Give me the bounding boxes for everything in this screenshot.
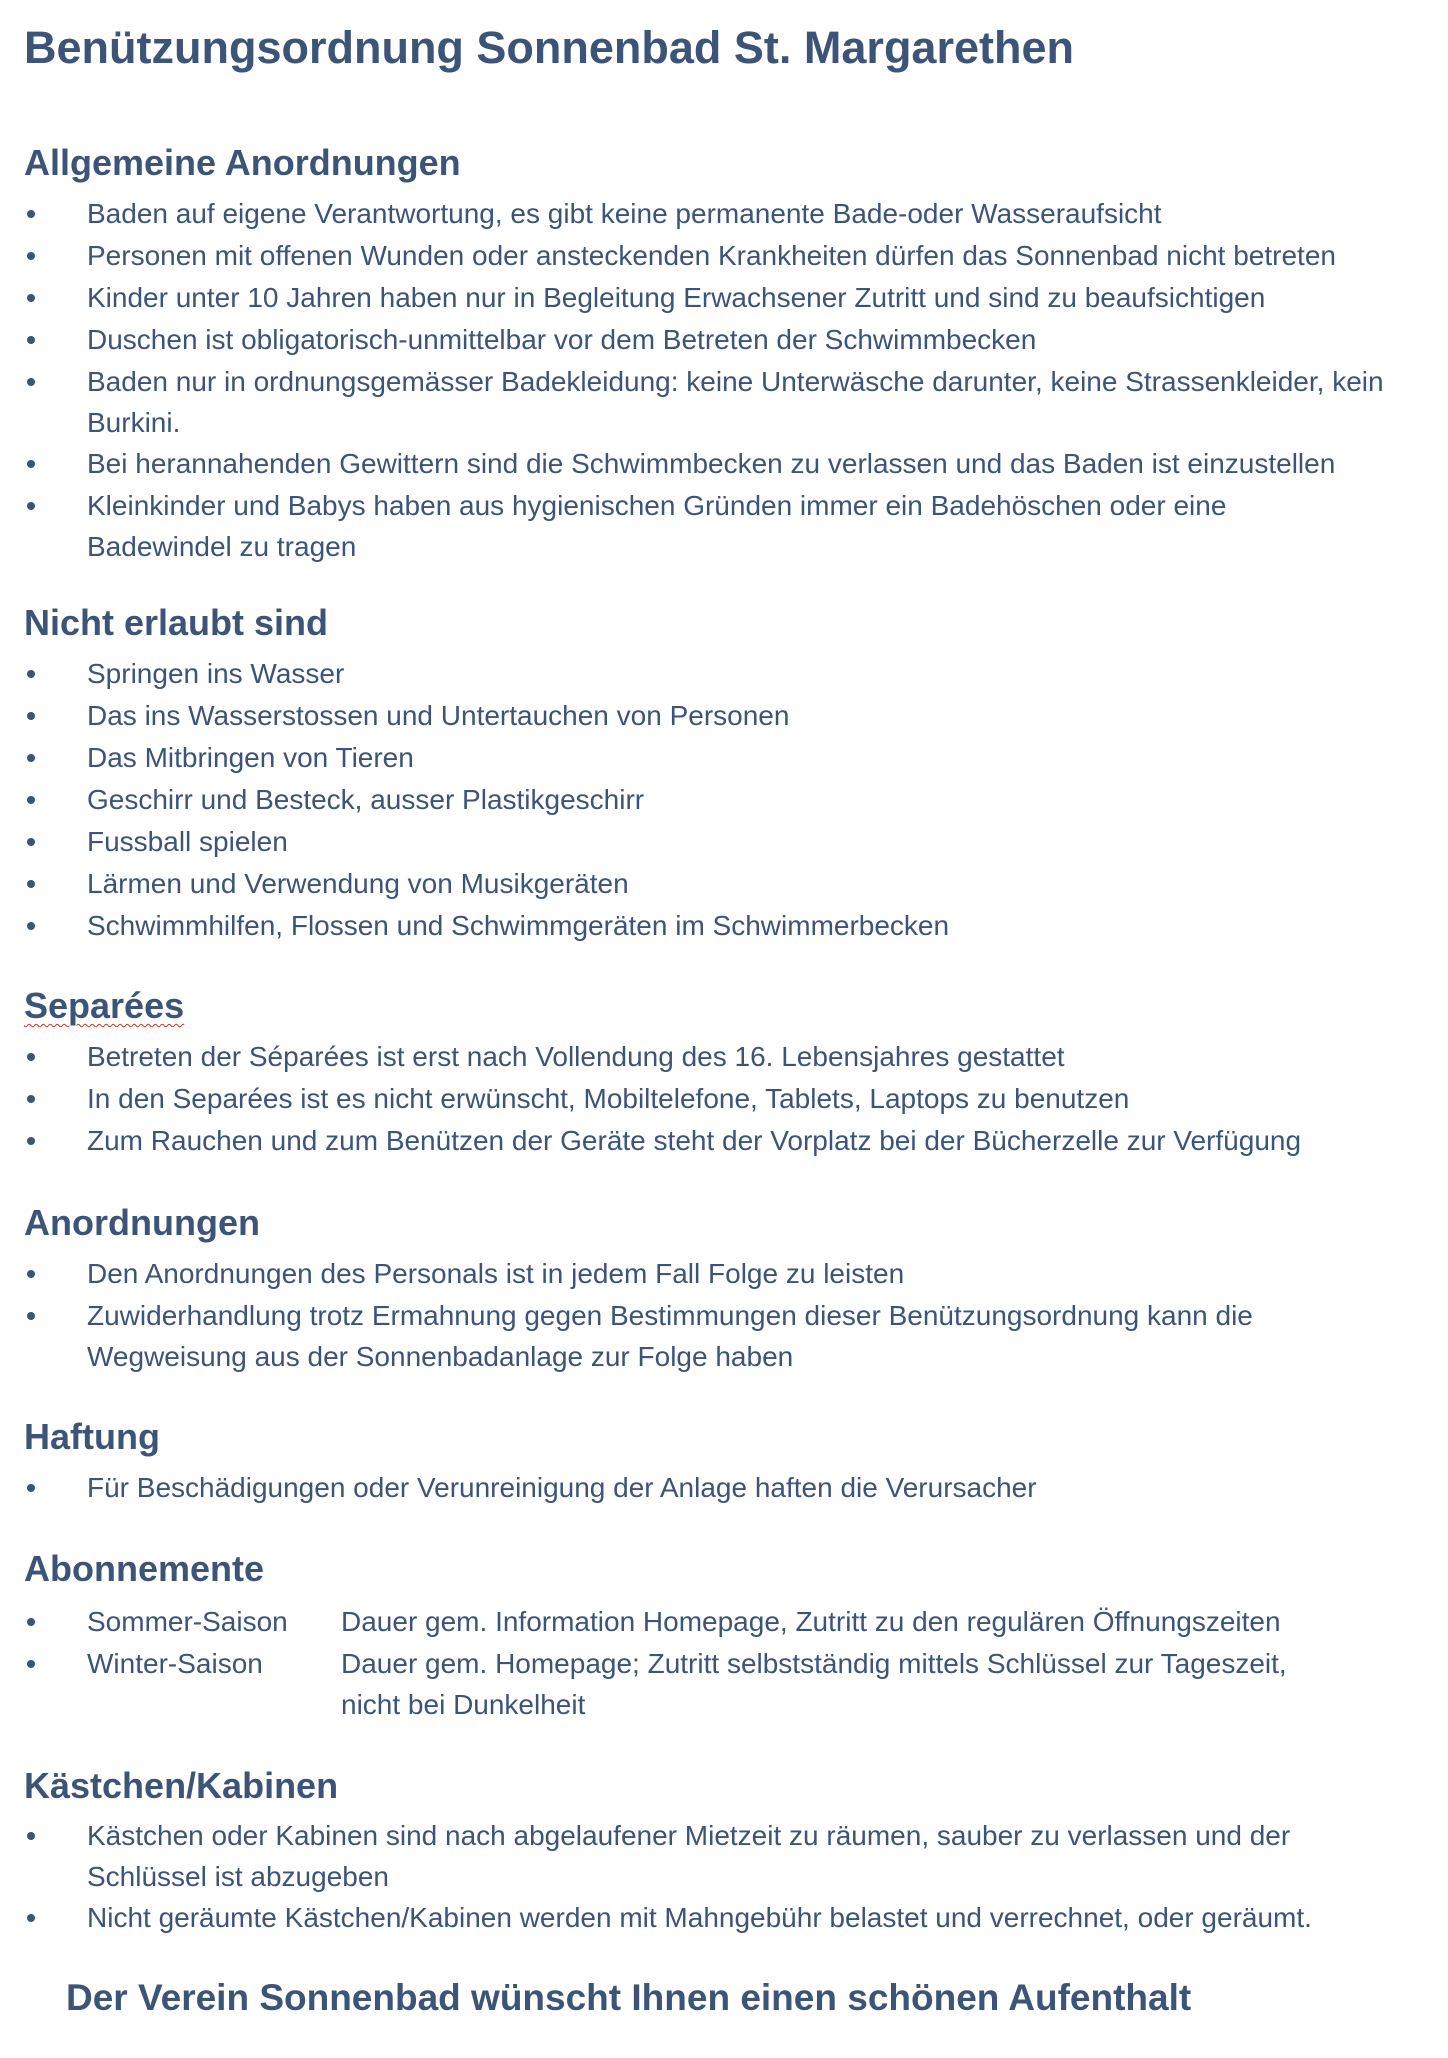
list-item-text: Betreten der Séparées ist erst nach Vollendung des 16. Lebensjahres gestattet: [87, 1041, 1065, 1072]
list-item-text: Für Beschädigungen oder Verunreinigung der Anlage haften die Verursacher: [87, 1472, 1037, 1503]
bullet-icon: [27, 1095, 35, 1103]
list-item: [0, 1601, 1448, 1643]
bullet-icon: [27, 460, 35, 468]
list-item: [0, 361, 1448, 443]
list-item-text: Zuwiderhandlung trotz Ermahnung gegen Bestimmungen dieser Benützungsordnung kann die Wegweisung aus der Sonnenbadanlage zur Folge haben: [87, 1300, 1253, 1372]
list-item: [0, 653, 1448, 695]
bullet-icon: [27, 1914, 35, 1922]
bullet-icon: [27, 1660, 35, 1668]
abo-label: Sommer-Saison: [87, 1606, 288, 1637]
list-item-text: Schwimmhilfen, Flossen und Schwimmgeräten im Schwimmerbecken: [87, 910, 950, 941]
section-heading-abonnemente: Abonnemente: [24, 1548, 265, 1589]
list-item: [0, 235, 1448, 277]
bullet-icon: [27, 670, 35, 678]
bullet-icon: [27, 294, 35, 302]
bullet-icon: [27, 712, 35, 720]
list-item: [0, 193, 1448, 235]
section-heading-allgemeine-anordnungen: Allgemeine Anordnungen: [24, 142, 461, 183]
list-item: [0, 1120, 1448, 1162]
section-heading-separees: Separées: [24, 985, 185, 1026]
list-item: [0, 695, 1448, 737]
bullet-icon: [27, 1312, 35, 1320]
bullet-icon: [27, 1137, 35, 1145]
list-item: [0, 1078, 1448, 1120]
list-item-text: Personen mit offenen Wunden oder ansteckenden Krankheiten dürfen das Sonnenbad nicht betreten: [87, 240, 1336, 271]
list-allgemeine-anordnungen: [0, 193, 1448, 567]
bullet-icon: [27, 336, 35, 344]
abo-text: Dauer gem. Homepage; Zutritt selbstständig mittels Schlüssel zur Tageszeit, nicht bei Dunkelheit: [341, 1648, 1287, 1720]
list-kaestchen-kabinen: [0, 1815, 1448, 1939]
section-heading-haftung: Haftung: [24, 1416, 160, 1457]
bullet-icon: [27, 1053, 35, 1061]
bullet-icon: [27, 1484, 35, 1492]
list-item-text: Duschen ist obligatorisch-unmittelbar vor dem Betreten der Schwimmbecken: [87, 324, 1037, 355]
list-item-text: Baden auf eigene Verantwortung, es gibt keine permanente Bade-oder Wasseraufsicht: [87, 198, 1162, 229]
document-title: Benützungsordnung Sonnenbad St. Margarethen: [24, 22, 1074, 73]
bullet-icon: [27, 378, 35, 386]
list-item: [0, 1815, 1448, 1897]
bullet-icon: [27, 796, 35, 804]
list-haftung: [0, 1467, 1448, 1509]
list-item: [0, 277, 1448, 319]
list-item-text: Das Mitbringen von Tieren: [87, 742, 414, 773]
list-item: [0, 737, 1448, 779]
list-item-text: Kästchen oder Kabinen sind nach abgelaufener Mietzeit zu räumen, sauber zu verlassen und der Schlüssel ist abzugeben: [87, 1820, 1291, 1892]
list-item: [0, 319, 1448, 361]
abo-label: Winter-Saison: [87, 1648, 263, 1679]
bullet-icon: [27, 838, 35, 846]
list-item: [0, 1467, 1448, 1509]
bullet-icon: [27, 1618, 35, 1626]
bullet-icon: [27, 1832, 35, 1840]
closing-message: Der Verein Sonnenbad wünscht Ihnen einen schönen Aufenthalt: [66, 1977, 1192, 2018]
bullet-icon: [27, 210, 35, 218]
list-item: [0, 779, 1448, 821]
abo-text: Dauer gem. Information Homepage, Zutritt zu den regulären Öffnungszeiten: [341, 1606, 1281, 1637]
section-heading-kaestchen-kabinen: Kästchen/Kabinen: [24, 1765, 339, 1806]
list-item-text: Nicht geräumte Kästchen/Kabinen werden mit Mahngebühr belastet und verrechnet, oder geräumt.: [87, 1902, 1312, 1933]
list-item-text: Lärmen und Verwendung von Musikgeräten: [87, 868, 629, 899]
bullet-icon: [27, 922, 35, 930]
bullet-icon: [27, 1270, 35, 1278]
list-item-text: Den Anordnungen des Personals ist in jedem Fall Folge zu leisten: [87, 1258, 905, 1289]
list-item-text: Bei herannahenden Gewittern sind die Schwimmbecken zu verlassen und das Baden ist einzustellen: [87, 448, 1336, 479]
bullet-icon: [27, 754, 35, 762]
list-item-text: Geschirr und Besteck, ausser Plastikgeschirr: [87, 784, 645, 815]
bullet-icon: [27, 252, 35, 260]
list-item: [0, 821, 1448, 863]
list-item-text: Das ins Wasserstossen und Untertauchen von Personen: [87, 700, 790, 731]
list-item: [0, 863, 1448, 905]
list-item: [0, 905, 1448, 947]
list-item: [0, 1643, 1448, 1725]
list-item: [0, 443, 1448, 485]
list-item-text: Springen ins Wasser: [87, 658, 345, 689]
list-item: [0, 485, 1448, 567]
section-heading-nicht-erlaubt: Nicht erlaubt sind: [24, 602, 329, 643]
list-item-text: Kinder unter 10 Jahren haben nur in Begleitung Erwachsener Zutritt und sind zu beaufsichtigen: [87, 282, 1266, 313]
list-item: [0, 1036, 1448, 1078]
list-abonnemente: [0, 1601, 1448, 1725]
list-item: [0, 1295, 1448, 1377]
list-item: [0, 1253, 1448, 1295]
list-item-text: Fussball spielen: [87, 826, 288, 857]
list-item-text: Kleinkinder und Babys haben aus hygienischen Gründen immer ein Badehöschen oder eine Badewindel zu tragen: [87, 490, 1227, 562]
list-item-text: Baden nur in ordnungsgemässer Badekleidung: keine Unterwäsche darunter, keine Strassenkleider, kein Burkini.: [87, 366, 1384, 438]
list-nicht-erlaubt: [0, 653, 1448, 947]
list-anordnungen: [0, 1253, 1448, 1377]
section-heading-anordnungen: Anordnungen: [24, 1202, 260, 1243]
list-item: [0, 1897, 1448, 1939]
list-item-text: Zum Rauchen und zum Benützen der Geräte steht der Vorplatz bei der Bücherzelle zur Verfügung: [87, 1125, 1302, 1156]
bullet-icon: [27, 502, 35, 510]
list-item-text: In den Separées ist es nicht erwünscht, Mobiltelefone, Tablets, Laptops zu benutzen: [87, 1083, 1130, 1114]
bullet-icon: [27, 880, 35, 888]
list-separees: [0, 1036, 1448, 1162]
